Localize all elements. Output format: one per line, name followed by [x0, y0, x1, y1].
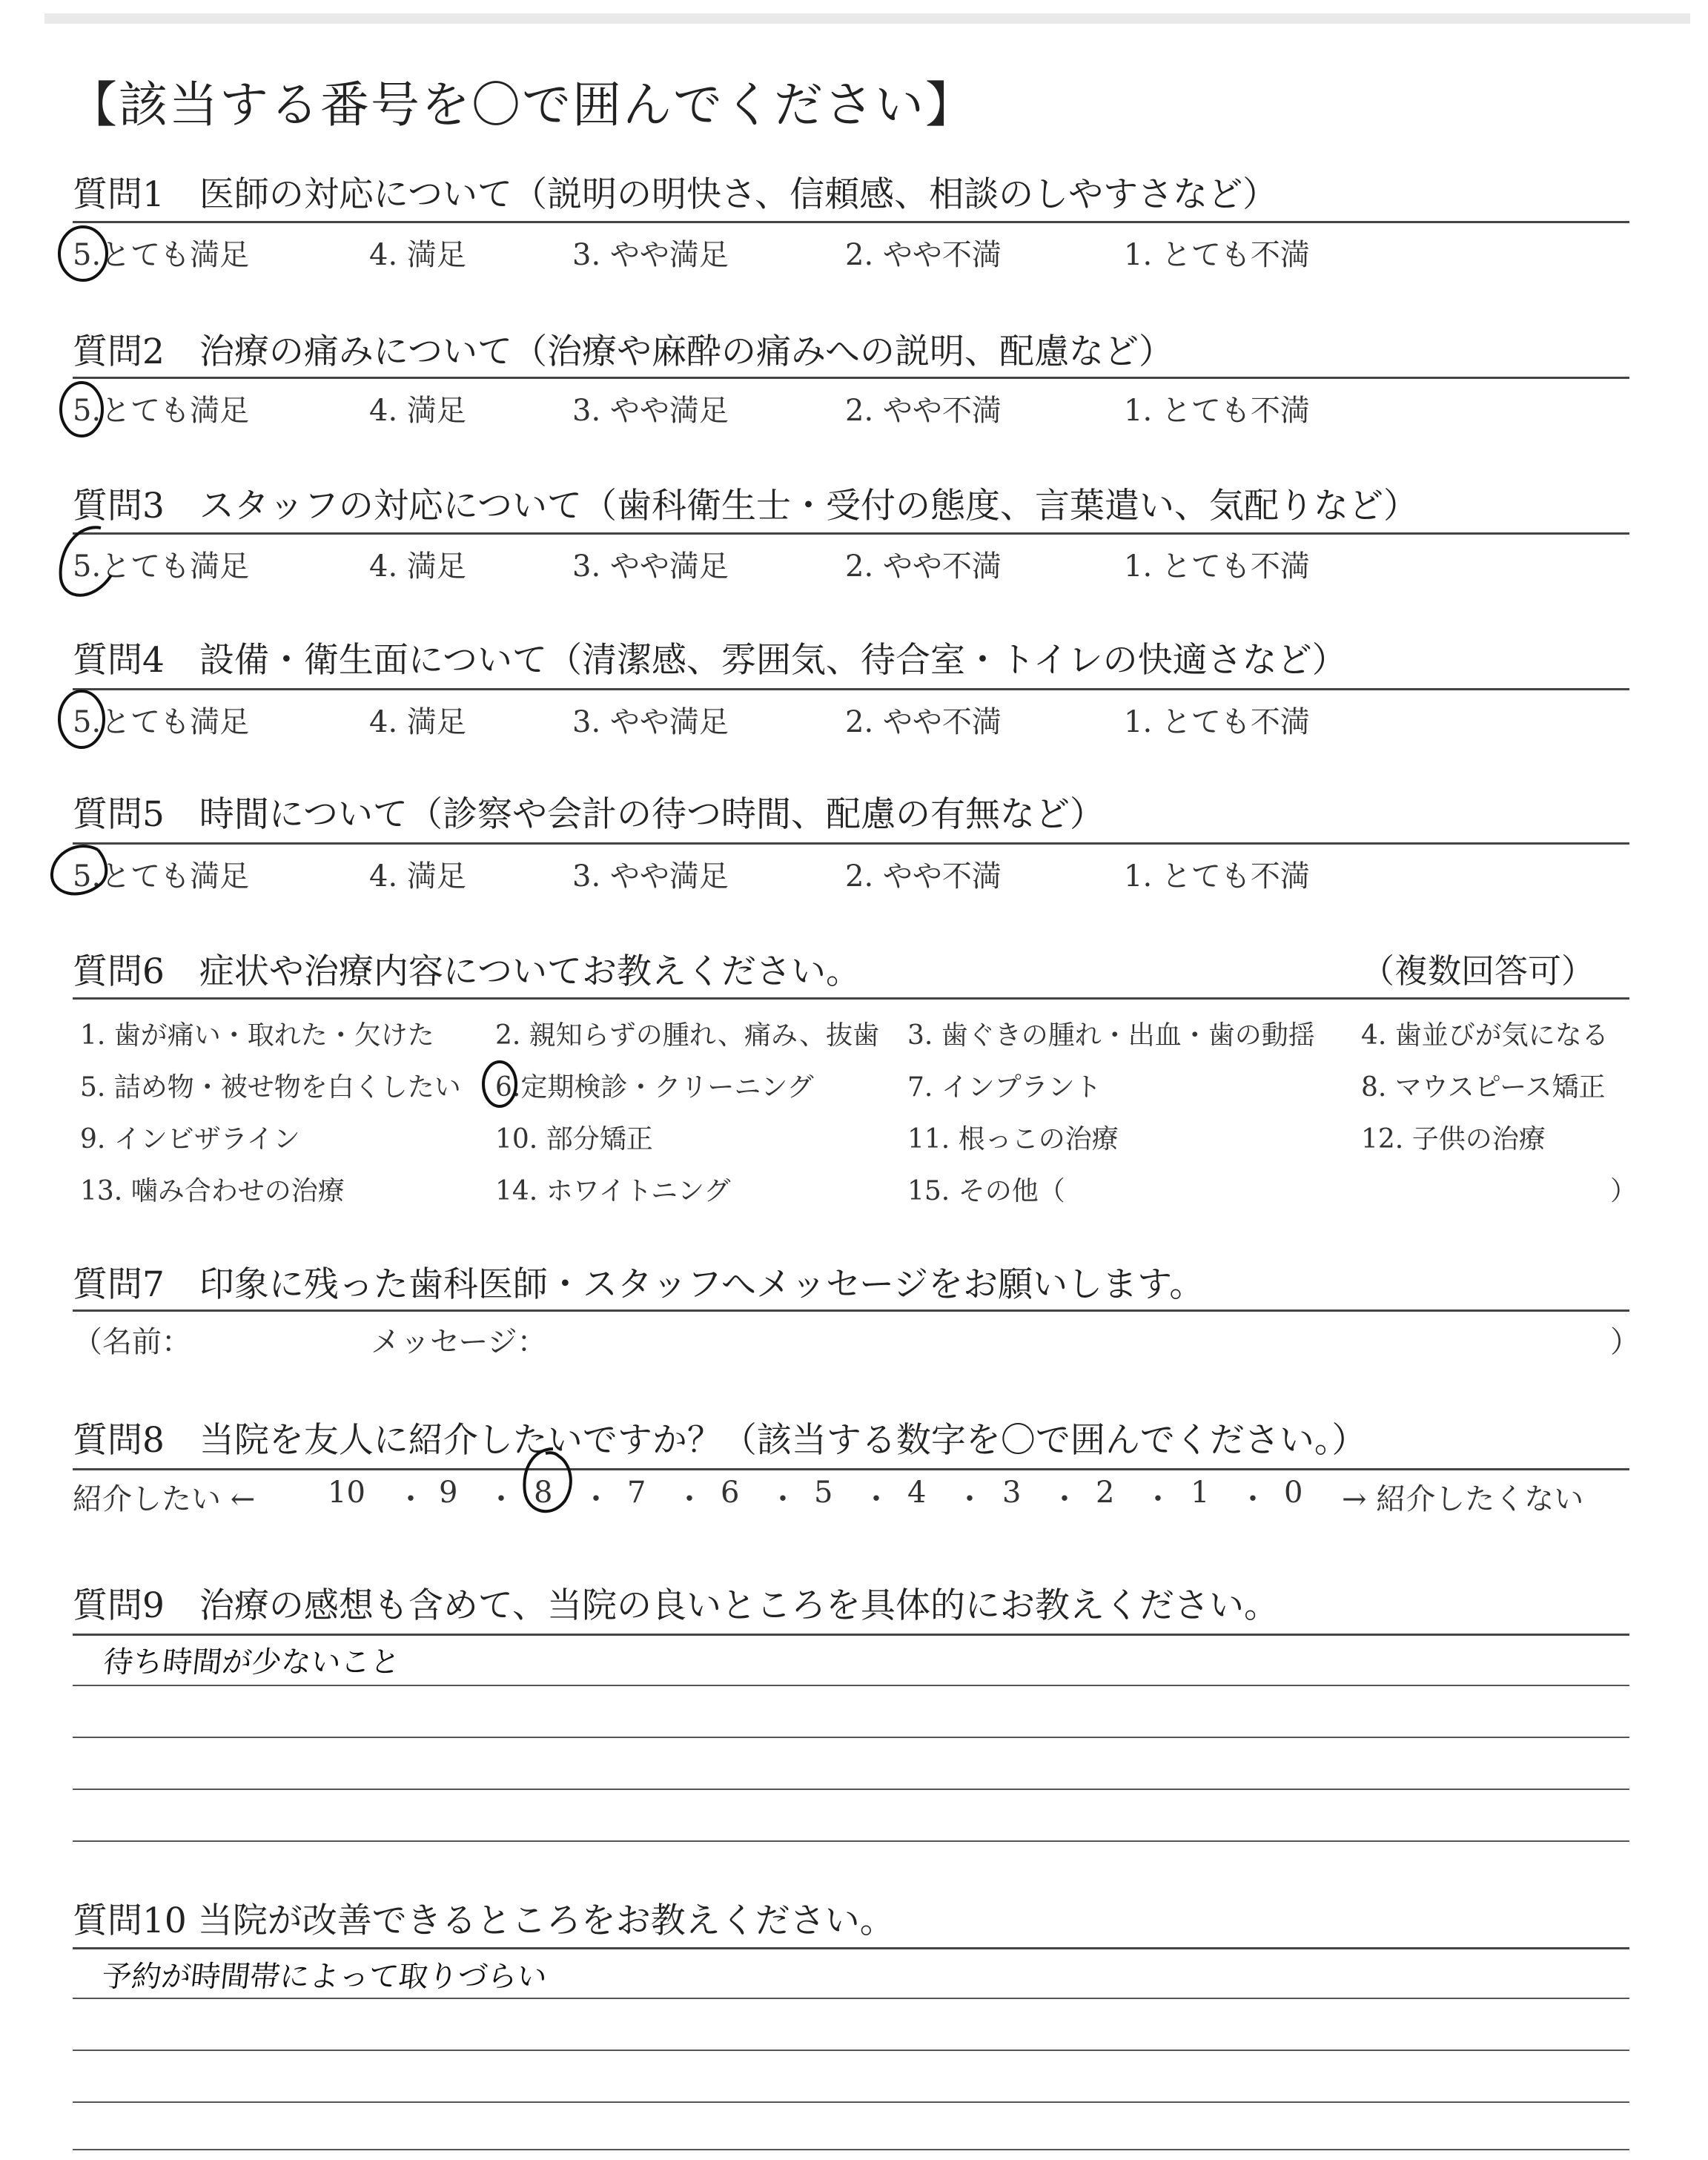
q2-option-1[interactable]: 1. とても不満 [1124, 394, 1310, 428]
question-9-heading: 質問9 治療の感想も含めて、当院の良いところを具体的にお教えください。 [73, 1585, 1279, 1626]
q1-option-5[interactable]: 5.とても満足 [73, 238, 250, 272]
question-6-heading: 質問6 症状や治療内容についてお教えください。 [73, 951, 861, 992]
recommend-7[interactable]: 7 [627, 1476, 646, 1510]
q3-option-5[interactable]: 5.とても満足 [73, 549, 250, 584]
q4-option-3[interactable]: 3. やや満足 [572, 705, 729, 739]
q10-answer-line [73, 2149, 1629, 2150]
recommend-4[interactable]: 4 [907, 1476, 927, 1510]
q5-option-4[interactable]: 4. 満足 [369, 859, 466, 894]
q2-option-4[interactable]: 4. 満足 [369, 394, 466, 428]
q6-other-close-paren: ） [1610, 1176, 1638, 1206]
q10-answer-line [73, 2101, 1629, 2103]
q9-handwritten-answer: 待ち時間が少ないこと [102, 1645, 403, 1680]
q3-option-1[interactable]: 1. とても不満 [1124, 549, 1310, 584]
question-10-heading: 質問10 当院が改善できるところをお教えください。 [73, 1900, 895, 1941]
q4-option-4[interactable]: 4. 満足 [369, 705, 466, 739]
scale-dot: ・ [1143, 1482, 1173, 1516]
q5-option-5[interactable]: 5.とても満足 [73, 859, 250, 894]
q5-option-3[interactable]: 3. やや満足 [572, 859, 729, 894]
question-6-rule [73, 997, 1629, 1000]
message-label: メッセージ： [371, 1325, 547, 1359]
question-2-heading: 質問2 治療の痛みについて（治療や麻酔の痛みへの説明、配慮など） [73, 331, 1174, 372]
scale-dot: ・ [955, 1482, 984, 1516]
q6-option-14[interactable]: 14. ホワイトニング [495, 1176, 731, 1206]
q6-option-4[interactable]: 4. 歯並びが気になる [1361, 1020, 1609, 1051]
scale-dot: ・ [1238, 1482, 1268, 1516]
q4-option-1[interactable]: 1. とても不満 [1124, 705, 1310, 739]
question-1-heading: 質問1 医師の対応について（説明の明快さ、信頼感、相談のしやすさなど） [73, 174, 1278, 215]
recommend-1[interactable]: 1 [1191, 1476, 1210, 1510]
multiple-answers-note: （複数回答可） [1361, 951, 1595, 991]
q6-option-12[interactable]: 12. 子供の治療 [1361, 1124, 1546, 1155]
q1-option-3[interactable]: 3. やや満足 [572, 238, 729, 272]
recommend-0[interactable]: 0 [1284, 1476, 1303, 1510]
question-4-rule [73, 688, 1629, 690]
q3-option-4[interactable]: 4. 満足 [369, 549, 466, 584]
name-label: （名前： [73, 1325, 191, 1359]
q1-option-1[interactable]: 1. とても不満 [1124, 238, 1310, 272]
q6-option-9[interactable]: 9. インビザライン [80, 1124, 300, 1155]
scale-dot: ・ [861, 1482, 891, 1516]
q3-option-2[interactable]: 2. やや不満 [845, 549, 1002, 584]
q9-answer-line [73, 1685, 1629, 1686]
q9-answer-line [73, 1737, 1629, 1738]
page-title: 【該当する番号を〇で囲んでください】 [68, 76, 976, 133]
q2-selected-circle [53, 380, 113, 439]
scale-dot: ・ [768, 1482, 798, 1516]
q6-option-7[interactable]: 7. インプラント [907, 1072, 1102, 1103]
scan-top-band [44, 13, 1690, 24]
q6-option-2[interactable]: 2. 親知らずの腫れ、痛み、抜歯 [495, 1020, 880, 1051]
q5-selected-circle [43, 838, 117, 905]
message-close-paren: ） [1610, 1325, 1640, 1359]
question-7-heading: 質問7 印象に残った歯科医師・スタッフへメッセージをお願いします。 [73, 1264, 1205, 1305]
recommend-6[interactable]: 6 [721, 1476, 740, 1510]
q9-answer-line [73, 1789, 1629, 1790]
q10-answer-line [73, 2050, 1629, 2051]
q1-option-2[interactable]: 2. やや不満 [845, 238, 1002, 272]
q6-option-3[interactable]: 3. 歯ぐきの腫れ・出血・歯の動揺 [907, 1020, 1315, 1051]
q6-option-6[interactable]: 6.定期検診・クリーニング [495, 1072, 814, 1103]
q2-option-5[interactable]: 5.とても満足 [73, 394, 250, 428]
question-8-heading: 質問8 当院を友人に紹介したいですか？（該当する数字を〇で囲んでください。） [73, 1420, 1367, 1461]
question-7-rule [73, 1309, 1629, 1312]
q6-option-11[interactable]: 11. 根っこの治療 [907, 1124, 1119, 1155]
recommend-3[interactable]: 3 [1002, 1476, 1022, 1510]
recommend-9[interactable]: 9 [439, 1476, 458, 1510]
q2-option-3[interactable]: 3. やや満足 [572, 394, 729, 428]
scale-dot: ・ [396, 1482, 426, 1516]
question-4-heading: 質問4 設備・衛生面について（清潔感、雰囲気、待合室・トイレの快適さなど） [73, 640, 1347, 681]
question-2-rule [73, 377, 1629, 379]
recommend-8[interactable]: 8 [534, 1476, 553, 1510]
question-9-rule [73, 1634, 1629, 1636]
q3-option-3[interactable]: 3. やや満足 [572, 549, 729, 584]
q1-option-4[interactable]: 4. 満足 [369, 238, 466, 272]
scale-dot: ・ [486, 1482, 516, 1516]
question-8-rule [73, 1468, 1629, 1470]
q4-selected-circle [50, 687, 117, 753]
q1-selected-circle [53, 224, 113, 283]
q6-option-5[interactable]: 5. 詰め物・被せ物を白くしたい [80, 1072, 461, 1103]
question-3-heading: 質問3 スタッフの対応について（歯科衛生士・受付の態度、言葉遣い、気配りなど） [73, 486, 1418, 526]
scale-dot: ・ [581, 1482, 611, 1516]
q3-selected-circle [49, 519, 123, 608]
recommend-10[interactable]: 10 [328, 1476, 365, 1510]
recommend-5[interactable]: 5 [814, 1476, 833, 1510]
recommend-left-label: 紹介したい ← [73, 1482, 256, 1516]
question-5-heading: 質問5 時間について（診察や会計の待つ時間、配慮の有無など） [73, 794, 1105, 835]
question-3-rule [73, 532, 1629, 535]
q4-option-2[interactable]: 2. やや不満 [845, 705, 1002, 739]
q10-answer-line [73, 1998, 1629, 1999]
question-1-rule [73, 221, 1629, 223]
q6-option-13[interactable]: 13. 噛み合わせの治療 [80, 1176, 345, 1206]
q9-answer-line [73, 1840, 1629, 1842]
q5-option-2[interactable]: 2. やや不満 [845, 859, 1002, 894]
q4-option-5[interactable]: 5.とても満足 [73, 705, 250, 739]
q6-option-15[interactable]: 15. その他（ [907, 1176, 1065, 1206]
recommend-right-label: → 紹介したくない [1342, 1482, 1584, 1516]
question-5-rule [73, 842, 1629, 845]
q2-option-2[interactable]: 2. やや不満 [845, 394, 1002, 428]
scale-dot: ・ [1050, 1482, 1079, 1516]
q6-option-1[interactable]: 1. 歯が痛い・取れた・欠けた [80, 1020, 434, 1051]
q8-selected-circle [512, 1439, 586, 1527]
q5-option-1[interactable]: 1. とても不満 [1124, 859, 1310, 894]
q6-option-8[interactable]: 8. マウスピース矯正 [1361, 1072, 1606, 1103]
q6-option-10[interactable]: 10. 部分矯正 [495, 1124, 653, 1155]
q6-selected-circle [474, 1059, 526, 1111]
question-10-rule [73, 1947, 1629, 1949]
q10-handwritten-answer: 予約が時間帯によって取りづらい [100, 1960, 549, 1994]
scale-dot: ・ [675, 1482, 704, 1516]
recommend-2[interactable]: 2 [1096, 1476, 1115, 1510]
